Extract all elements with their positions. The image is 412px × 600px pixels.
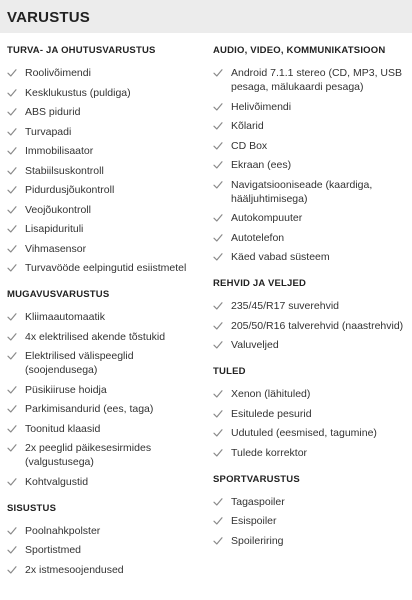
check-icon: [7, 166, 17, 176]
equipment-item: [213, 178, 408, 206]
check-icon: [7, 185, 17, 195]
equipment-item: [213, 514, 408, 528]
equipment-item: [213, 495, 408, 509]
equipment-item-label: Navigatsiooniseade (kaardiga, hääljuhtimisega): [231, 178, 373, 205]
check-icon: [7, 332, 17, 342]
check-icon: [7, 424, 17, 434]
equipment-item-label: Roolivõimendi: [25, 67, 91, 79]
equipment-item-label: Vihmasensor: [25, 242, 87, 255]
equipment-item-label: Turvavööde eelpingutid esiistmetel: [25, 262, 187, 274]
page-title: VARUSTUS: [0, 0, 412, 33]
equipment-item: [213, 319, 408, 333]
equipment-item: [7, 183, 207, 197]
equipment-item: [7, 330, 207, 344]
check-icon: [7, 545, 17, 555]
equipment-item: [7, 222, 207, 236]
equipment-item: [7, 543, 207, 557]
equipment-item: [213, 231, 408, 245]
equipment-item-label: ABS pidurid: [25, 106, 81, 118]
check-icon: [7, 351, 17, 361]
equipment-item: [7, 475, 207, 489]
equipment-item: [213, 426, 408, 440]
equipment-item-label: Stabiilsuskontroll: [25, 164, 104, 177]
equipment-item: [7, 383, 207, 397]
equipment-column-left: [7, 33, 207, 582]
equipment-item: [213, 407, 408, 421]
check-icon: [213, 448, 223, 458]
check-icon: [213, 233, 223, 243]
equipment-column-right: [213, 33, 408, 553]
check-icon: [213, 213, 223, 223]
check-icon: [7, 205, 17, 215]
check-icon: [7, 312, 17, 322]
check-icon: [213, 340, 223, 350]
equipment-item-label: Udutuled (eesmised, tagumine): [231, 427, 377, 439]
equipment-item-label: Ekraan (ees): [231, 159, 292, 171]
equipment-item: [213, 139, 408, 153]
check-icon: [213, 536, 223, 546]
equipment-item-label: Xenon (lähituled): [231, 388, 311, 400]
equipment-item-label: Tagaspoiler: [231, 495, 285, 508]
equipment-item-label: Autotelefon: [231, 231, 285, 244]
check-icon: [7, 68, 17, 78]
equipment-section: [7, 503, 207, 577]
equipment-item: [7, 164, 207, 178]
equipment-item-label: Kliimaautomaatik: [25, 311, 105, 323]
check-icon: [213, 321, 223, 331]
equipment-item-label: Kesklukustus (puldiga): [25, 86, 131, 99]
check-icon: [213, 141, 223, 151]
equipment-item: [213, 387, 408, 401]
equipment-item-label: Toonitud klaasid: [25, 422, 101, 435]
check-icon: [7, 565, 17, 575]
equipment-item-label: Esitulede pesurid: [231, 407, 312, 420]
check-icon: [213, 121, 223, 131]
equipment-item-label: Tulede korrektor: [231, 446, 308, 459]
equipment-item-label: 205/50/R16 talverehvid (naastrehvid): [231, 319, 404, 332]
equipment-item-label: Kõlarid: [231, 120, 264, 132]
check-icon: [7, 263, 17, 273]
equipment-item-label: 2x istmesoojendused: [25, 563, 124, 576]
equipment-item-label: 4x elektrilised akende tõstukid: [25, 330, 166, 343]
check-icon: [213, 301, 223, 311]
equipment-item-label: CD Box: [231, 139, 268, 152]
equipment-item-label: Käed vabad süsteem: [231, 251, 330, 263]
equipment-section: [7, 45, 207, 275]
check-icon: [213, 68, 223, 78]
check-icon: [213, 409, 223, 419]
equipment-item-label: Lisapidurituli: [25, 223, 84, 235]
equipment-item: [7, 563, 207, 577]
section-title: MUGAVUSVARUSTUS: [7, 289, 110, 300]
section-title: AUDIO, VIDEO, KOMMUNIKATSIOON: [213, 45, 386, 56]
equipment-item-label: Elektrilised välispeeglid (soojendusega): [25, 350, 134, 376]
equipment-item: [7, 402, 207, 416]
check-icon: [7, 127, 17, 137]
equipment-item: [7, 86, 207, 100]
check-icon: [7, 107, 17, 117]
equipment-item: [213, 100, 408, 114]
equipment-item-label: Spoileriring: [231, 534, 284, 547]
equipment-item: [213, 158, 408, 172]
equipment-item: [213, 250, 408, 264]
equipment-item-label: Autokompuuter: [231, 212, 303, 224]
equipment-item-label: Veojõukontroll: [25, 203, 91, 216]
equipment-item: [7, 349, 207, 377]
check-icon: [7, 526, 17, 536]
check-icon: [213, 516, 223, 526]
equipment-item-label: 2x peeglid päikesesirmides (valgustusega): [25, 442, 152, 468]
check-icon: [7, 404, 17, 414]
check-icon: [7, 244, 17, 254]
equipment-item: [7, 422, 207, 436]
equipment-item-label: 235/45/R17 suverehvid: [231, 300, 339, 312]
equipment-item: [213, 211, 408, 225]
equipment-section: [7, 289, 207, 489]
equipment-item: [7, 203, 207, 217]
equipment-item-label: Parkimisandurid (ees, taga): [25, 403, 154, 415]
check-icon: [213, 428, 223, 438]
equipment-section: [213, 278, 408, 352]
equipment-item-label: Immobilisaator: [25, 145, 94, 157]
equipment-item-label: Turvapadi: [25, 125, 72, 138]
section-title: TURVA- JA OHUTUSVARUSTUS: [7, 45, 156, 56]
equipment-item-label: Sportistmed: [25, 544, 82, 556]
equipment-item-label: Poolnahkpolster: [25, 524, 101, 537]
check-icon: [213, 252, 223, 262]
equipment-item: [7, 125, 207, 139]
equipment-item-label: Kohtvalgustid: [25, 475, 89, 488]
equipment-item-label: Helivõimendi: [231, 100, 292, 113]
equipment-item: [7, 144, 207, 158]
equipment-item: [7, 441, 207, 469]
equipment-item: [213, 66, 408, 94]
equipment-item-label: Android 7.1.1 stereo (CD, MP3, USB pesaga, mälukaardi pesaga): [231, 67, 402, 93]
equipment-item: [213, 299, 408, 313]
equipment-item-label: Pidurdusjõukontroll: [25, 184, 115, 196]
equipment-item: [7, 242, 207, 256]
equipment-section: [213, 366, 408, 460]
check-icon: [213, 180, 223, 190]
equipment-item: [213, 534, 408, 548]
equipment-section: [213, 45, 408, 264]
equipment-item: [7, 261, 207, 275]
check-icon: [213, 160, 223, 170]
equipment-item: [7, 66, 207, 80]
equipment-item: [7, 105, 207, 119]
equipment-item: [7, 310, 207, 324]
check-icon: [7, 224, 17, 234]
equipment-item: [213, 119, 408, 133]
check-icon: [213, 497, 223, 507]
check-icon: [7, 477, 17, 487]
section-title: SISUSTUS: [7, 502, 57, 514]
equipment-item: [213, 446, 408, 460]
section-title: REHVID JA VELJED: [213, 278, 307, 289]
check-icon: [7, 88, 17, 98]
equipment-item-label: Püsikiiruse hoidja: [25, 383, 107, 396]
check-icon: [7, 146, 17, 156]
equipment-item-label: Esispoiler: [231, 515, 277, 527]
equipment-item-label: Valuveljed: [231, 339, 279, 351]
section-title: SPORTVARUSTUS: [213, 473, 300, 485]
equipment-item: [213, 338, 408, 352]
check-icon: [7, 385, 17, 395]
equipment-item: [7, 524, 207, 538]
check-icon: [213, 102, 223, 112]
section-title: TULED: [213, 366, 246, 377]
check-icon: [213, 389, 223, 399]
check-icon: [7, 443, 17, 453]
equipment-section: [213, 474, 408, 548]
